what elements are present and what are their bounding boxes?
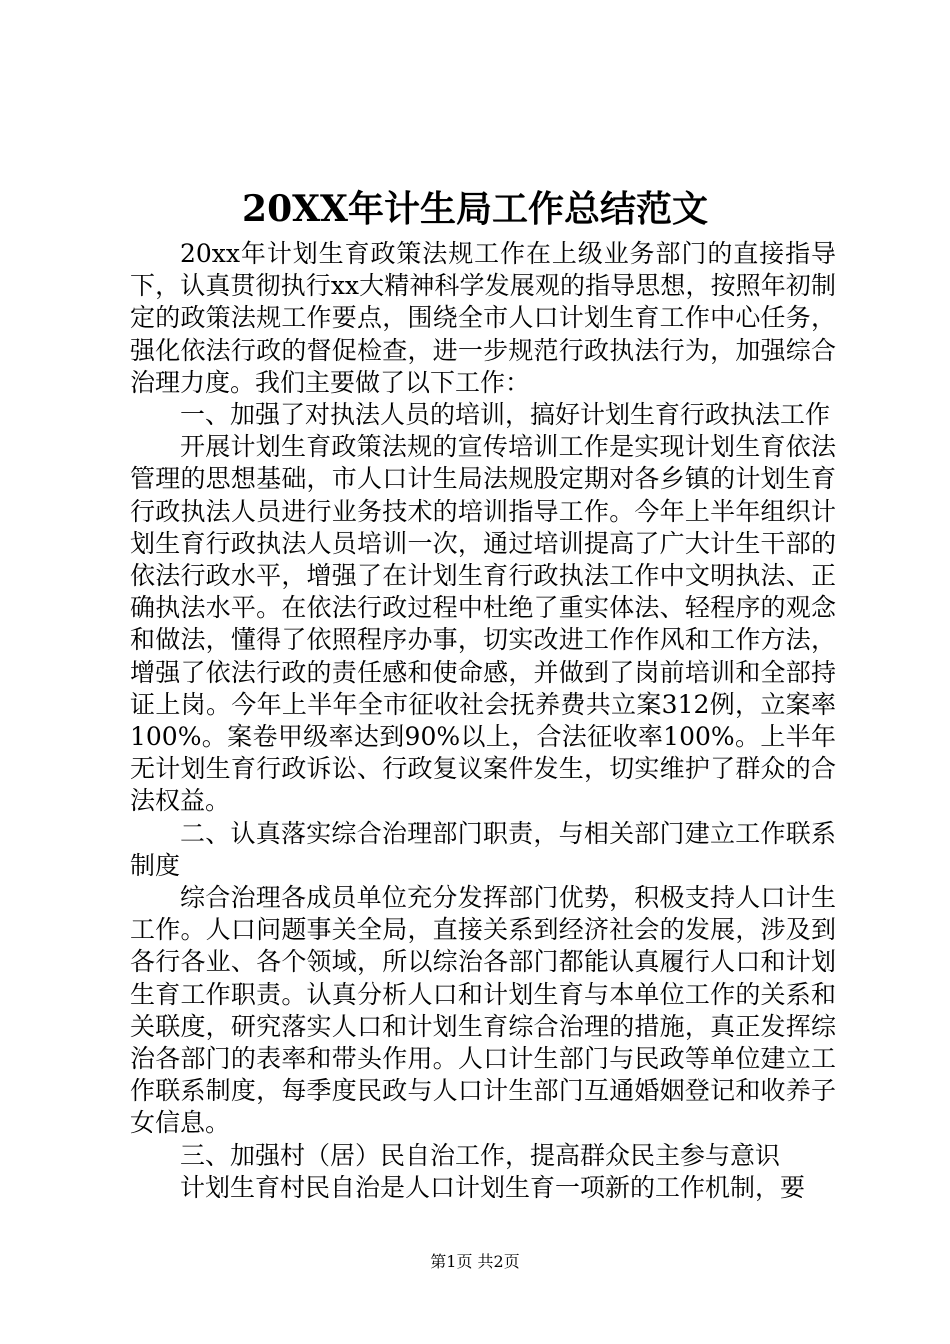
paragraph-section-1: 开展计划生育政策法规的宣传培训工作是实现计划生育依法管理的思想基础，市人口计生局法规股定期对各乡镇的计划生育行政执法人员进行业务技术的培训指导工作。今年上半年组织计划生育行政执法人员培训一次，通过培训提高了广大计生干部的依法行政水平，增强了在计划生育行政执法工作中文明执法、正确执法水平。在依法行政过程中杜绝了重实体法、轻程序的观念和做法，懂得了依照程序办事，切实改进工作作风和工作方法，增强了依法行政的责任感和使命感，并做到了岗前培训和全部持证上岗。今年上半年全市征收社会抚养费共立案312例，立案率100%。案卷甲级率达到90%以上，合法征收率100%。上半年无计划生育行政诉讼、行政复议案件发生，切实维护了群众的合法权益。 xyxy=(130,432,836,816)
document-body xyxy=(130,238,836,1204)
page-number-footer: 第1页 共2页 xyxy=(430,1252,520,1271)
paragraph-intro: 20xx年计划生育政策法规工作在上级业务部门的直接指导下，认真贯彻执行xx大精神科学发展观的指导思想，按照年初制定的政策法规工作要点，围绕全市人口计划生育工作中心任务，强化依法行政的督促检查，进一步规范行政执法行为，加强综合治理力度。我们主要做了以下工作： xyxy=(130,239,836,397)
paragraph-section-2: 综合治理各成员单位充分发挥部门优势，积极支持人口计生工作。人口问题事关全局，直接关系到经济社会的发展，涉及到各行各业、各个领域，所以综治各部门都能认真履行人口和计划生育工作职责。认真分析人口和计划生育与本单位工作的关系和关联度，研究落实人口和计划生育综合治理的措施，真正发挥综治各部门的表率和带头作用。人口计生部门与民政等单位建立工作联系制度，每季度民政与人口计生部门互通婚姻登记和收养子女信息。 xyxy=(130,883,836,1138)
section-heading-2: 二、认真落实综合治理部门职责，与相关部门建立工作联系制度 xyxy=(130,818,836,880)
section-heading-3: 三、加强村（居）民自治工作，提高群众民主参与意识 xyxy=(180,1140,781,1170)
section-heading-1: 一、加强了对执法人员的培训，搞好计划生育行政执法工作 xyxy=(180,400,831,430)
paragraph-section-3: 计划生育村民自治是人口计划生育一项新的工作机制，要 xyxy=(180,1172,806,1202)
document-title: 20XX年计生局工作总结范文 xyxy=(242,188,708,230)
